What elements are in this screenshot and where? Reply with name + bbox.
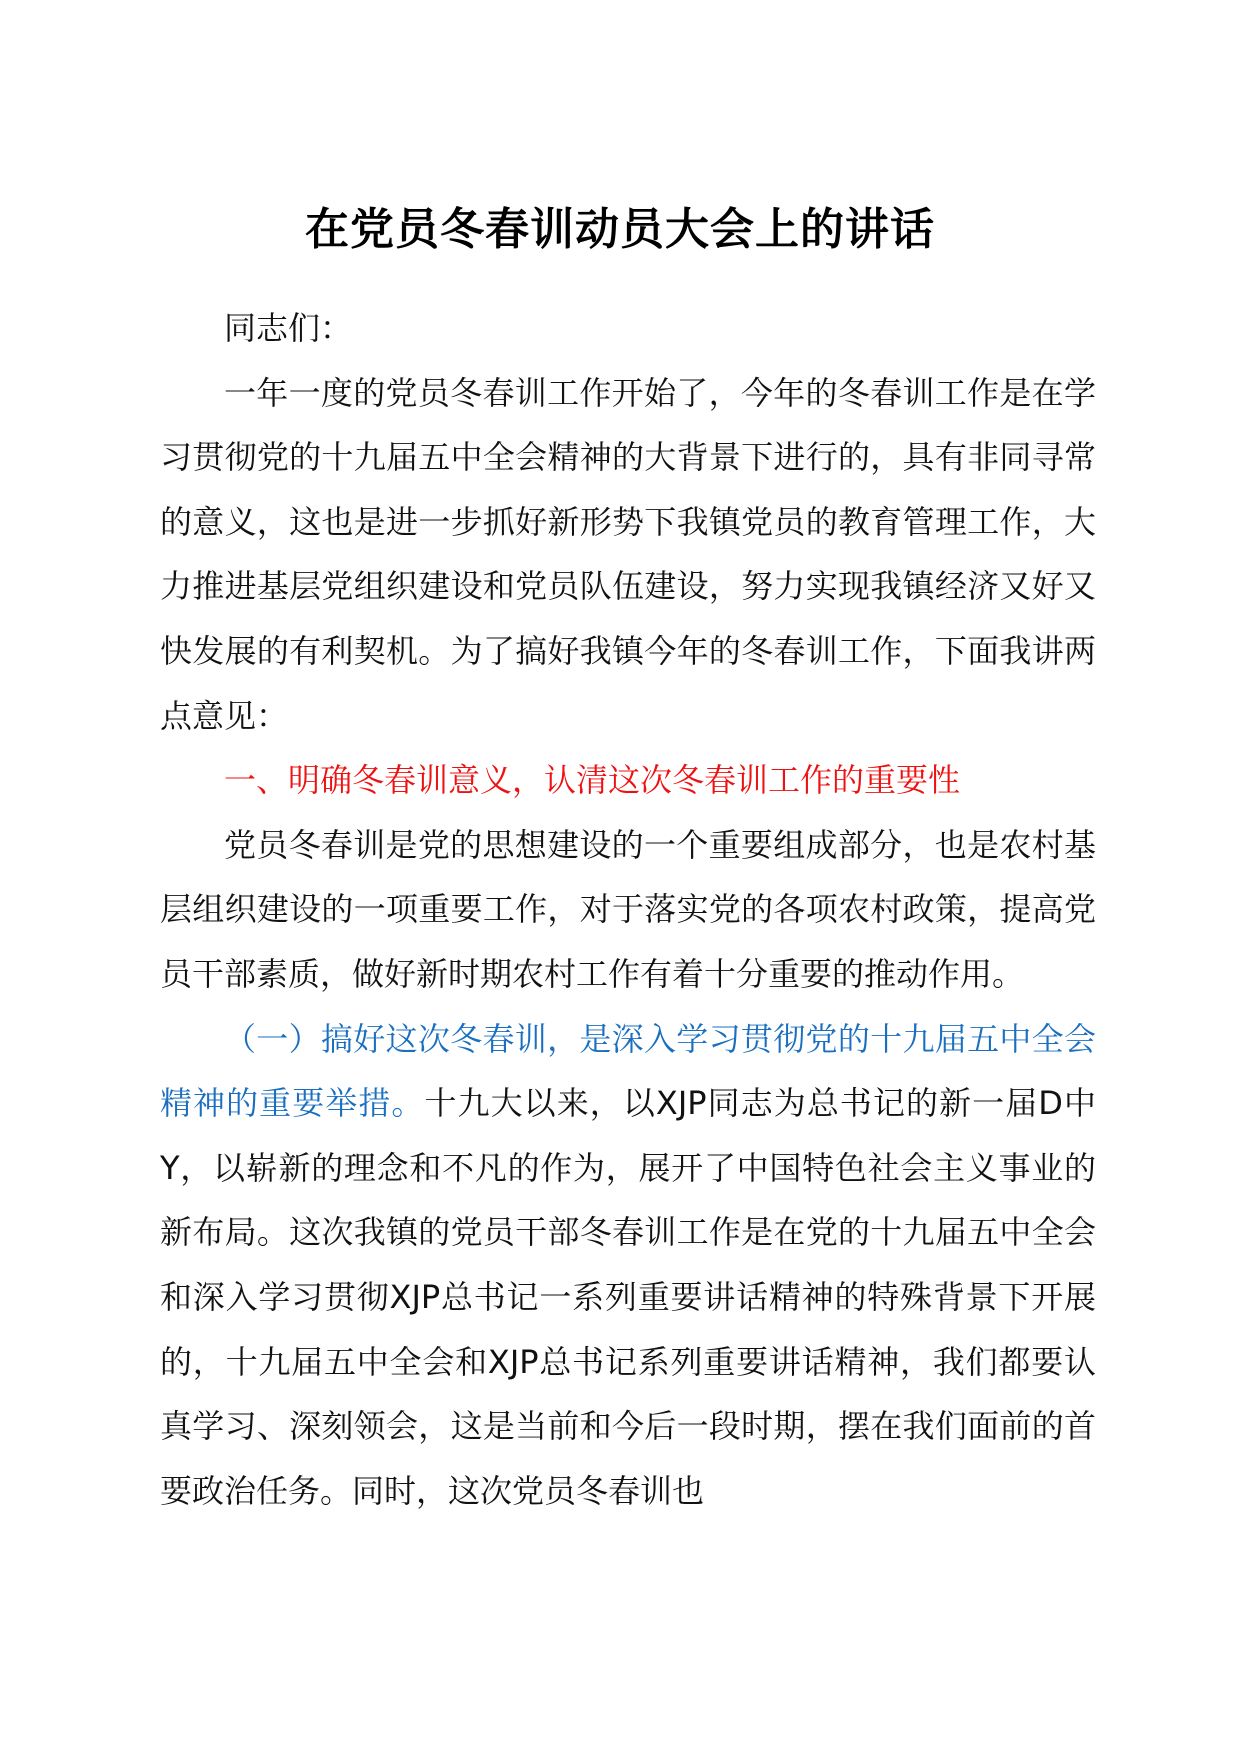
salutation: 同志们：	[224, 309, 353, 347]
document-title: 在党员冬春训动员大会上的讲话	[305, 204, 935, 255]
subsection-text: 十九大以来，以XJP同志为总书记的新一届D中Y，以崭新的理念和不凡的作为，展开了中国特色社会主义事业的新布局。这次我镇的党员干部冬春训工作是在党的十九届五中全会和深入学习贯彻XJP总书记一系列重要讲话精神的特殊背景下开展的，十九届五中全会和XJP总书记系列重要讲话精神，我们都要认真学习、深刻领会，这是当前和今后一段时期，摆在我们面前的首要政治任务。同时，这次党员冬春训也	[160, 1084, 1096, 1510]
intro-paragraph: 一年一度的党员冬春训工作开始了，今年的冬春训工作是在学习贯彻党的十九届五中全会精神的大背景下进行的，具有非同寻常的意义，这也是进一步抓好新形势下我镇党员的教育管理工作，大力推进基层党组织建设和党员队伍建设，努力实现我镇经济又好又快发展的有利契机。为了搞好我镇今年的冬春训工作，下面我讲两点意见：	[160, 373, 1096, 735]
document-body	[160, 296, 1096, 1523]
section-heading: 一、明确冬春训意义，认清这次冬春训工作的重要性	[224, 761, 961, 800]
section-paragraph: 党员冬春训是党的思想建设的一个重要组成部分，也是农村基层组织建设的一项重要工作，对于落实党的各项农村政策，提高党员干部素质，做好新时期农村工作有着十分重要的推动作用。	[160, 825, 1096, 993]
subsection-heading: （一）搞好这次冬春训，是深入学习贯彻党的十九届五中全会精神的重要举措。	[160, 1019, 1096, 1123]
subsection-paragraph	[160, 1007, 1096, 1524]
